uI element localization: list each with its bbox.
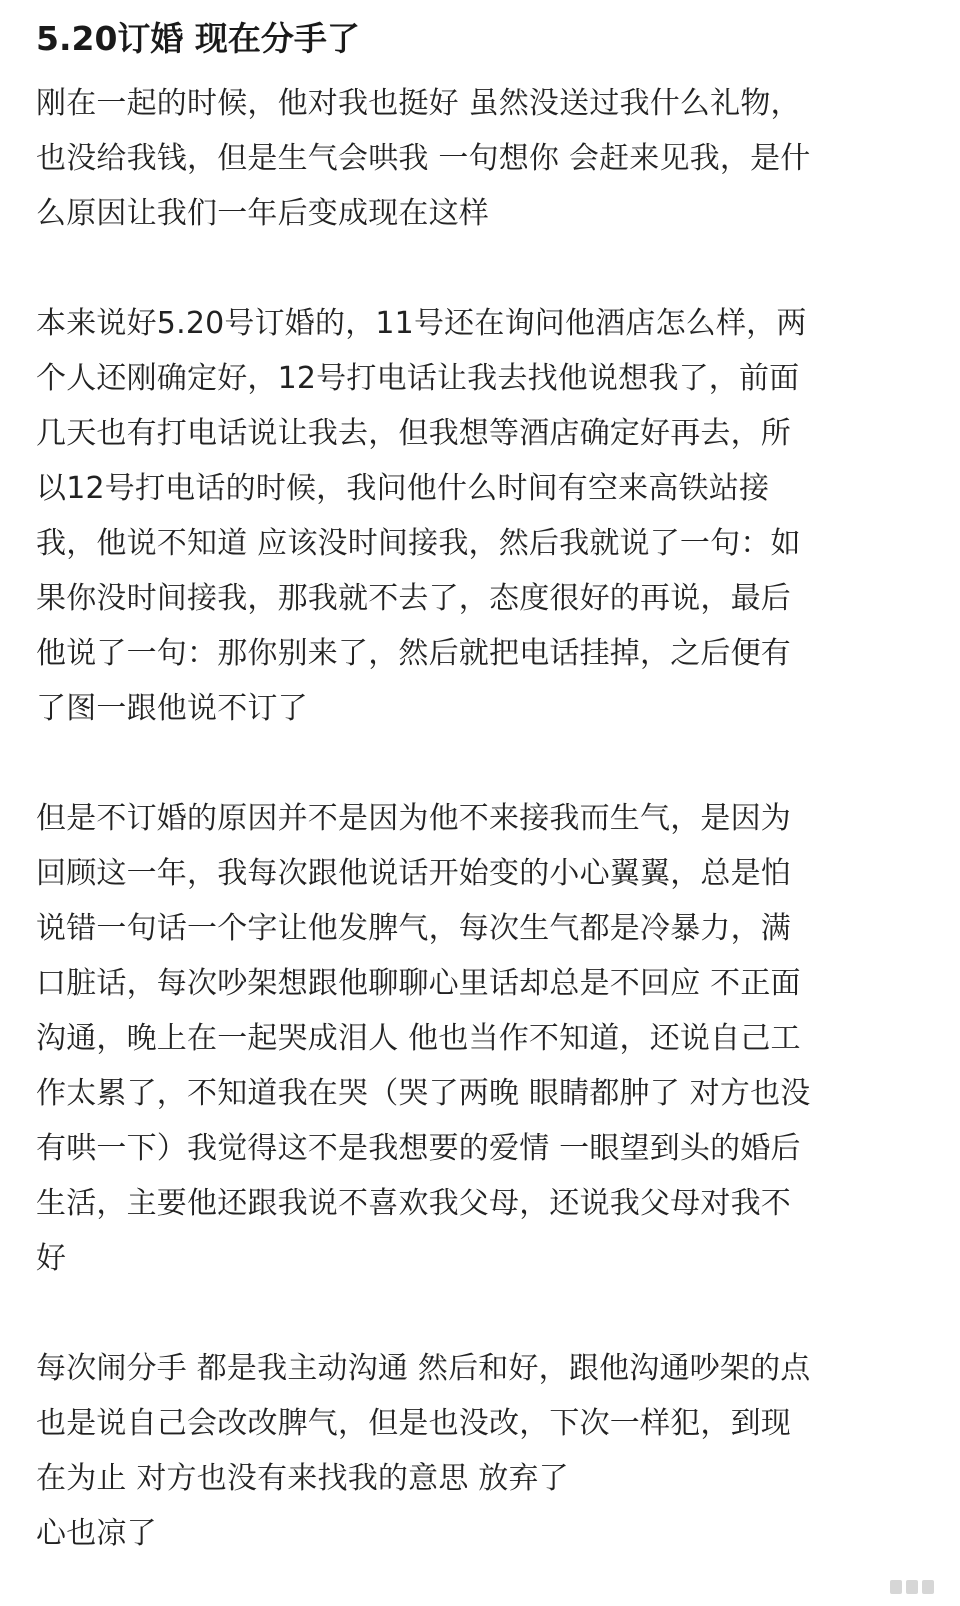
paragraph bbox=[36, 76, 924, 241]
text-line: 有哄一下）我觉得这不是我想要的爱情 一眼望到头的婚后 bbox=[36, 1131, 801, 1166]
text-line: 回顾这一年，我每次跟他说话开始变的小心翼翼，总是怕 bbox=[36, 856, 791, 891]
text-line: 么原因让我们一年后变成现在这样 bbox=[36, 196, 489, 231]
text-line: 本来说好5.20号订婚的，11号还在询问他酒店怎么样，两 bbox=[36, 306, 807, 341]
text-line: 在为止 对方也没有来找我的意思 放弃了 bbox=[36, 1461, 569, 1496]
watermark-dot bbox=[890, 1580, 902, 1594]
text-line: 刚在一起的时候，他对我也挺好 虽然没送过我什么礼物， bbox=[36, 86, 801, 121]
paragraph-spacer bbox=[36, 241, 924, 296]
text-line: 以12号打电话的时候，我问他什么时间有空来高铁站接 bbox=[36, 471, 770, 506]
text-line: 每次闹分手 都是我主动沟通 然后和好，跟他沟通吵架的点 bbox=[36, 1351, 811, 1386]
text-line: 了图一跟他说不订了 bbox=[36, 691, 308, 726]
post-title: 5.20订婚 现在分手了 bbox=[36, 19, 360, 58]
paragraph bbox=[36, 296, 924, 736]
post bbox=[36, 0, 924, 1561]
text-line: 口脏话，每次吵架想跟他聊聊心里话却总是不回应 不正面 bbox=[36, 966, 801, 1001]
watermark-dot bbox=[922, 1580, 934, 1594]
text-line: 好 bbox=[36, 1241, 67, 1276]
paragraph bbox=[36, 791, 924, 1286]
watermark-dot bbox=[906, 1580, 918, 1594]
paragraph-spacer bbox=[36, 736, 924, 791]
text-line: 说错一句话一个字让他发脾气，每次生气都是冷暴力，满 bbox=[36, 911, 791, 946]
text-line: 也是说自己会改改脾气，但是也没改，下次一样犯，到现 bbox=[36, 1406, 791, 1441]
paragraph-spacer bbox=[36, 1286, 924, 1341]
text-line: 生活，主要他还跟我说不喜欢我父母，还说我父母对我不 bbox=[36, 1186, 791, 1221]
text-line: 也没给我钱，但是生气会哄我 一句想你 会赶来见我，是什 bbox=[36, 141, 811, 176]
text-line: 果你没时间接我，那我就不去了，态度很好的再说，最后 bbox=[36, 581, 791, 616]
text-line: 几天也有打电话说让我去，但我想等酒店确定好再去，所 bbox=[36, 416, 791, 451]
text-line: 作太累了，不知道我在哭（哭了两晚 眼睛都肿了 对方也没 bbox=[36, 1076, 811, 1111]
text-line: 个人还刚确定好，12号打电话让我去找他说想我了，前面 bbox=[36, 361, 800, 396]
text-line: 他说了一句：那你别来了，然后就把电话挂掉，之后便有 bbox=[36, 636, 791, 671]
text-line: 我，他说不知道 应该没时间接我，然后我就说了一句：如 bbox=[36, 526, 801, 561]
text-line: 心也凉了 bbox=[36, 1516, 157, 1551]
text-line: 但是不订婚的原因并不是因为他不来接我而生气，是因为 bbox=[36, 801, 791, 836]
post-content bbox=[36, 76, 924, 1561]
paragraph bbox=[36, 1341, 924, 1561]
watermark-icon bbox=[890, 1570, 934, 1604]
text-line: 沟通，晚上在一起哭成泪人 他也当作不知道，还说自己工 bbox=[36, 1021, 801, 1056]
